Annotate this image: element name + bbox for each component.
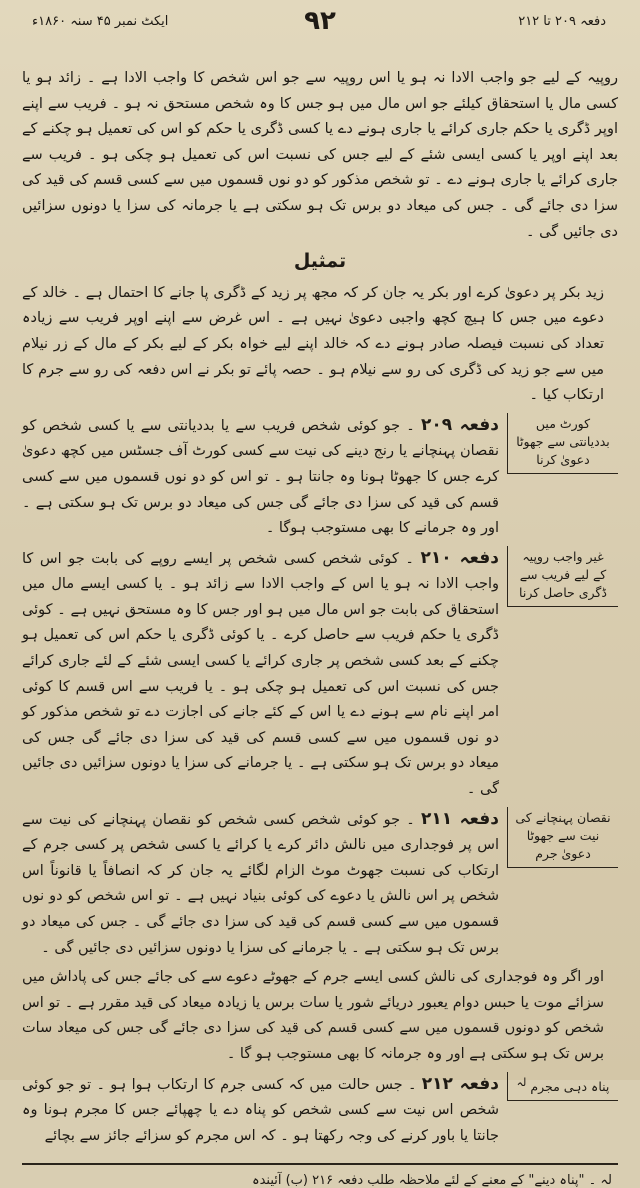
section-210-text: ۔ کوئی شخص کسی شخص پر ایسے روپے کی بابت جو اس کا واجب الادا نہ ہو یا اس کے واجب الادا سے زائد ہو ۔ یا کسی ایسے مال میں استحقاق کی بابت جو اس مال میں ہو اور جس کا وہ مستحق نہیں ہے ۔ کوئی ڈگری یا حکم فریب سے حاصل کرے ۔ یا کوئی ڈگری یا حکم اس کی تعمیل ہو چکنے کے بعد کسی شخص پر جاری کرائے یا کسی ایسی شئے کے لئے جاری کرائے جس کی نسبت اس کی تعمیل ہو چکی ہو ۔ یا فریب سے اس قسم کا کوئی امر اپنے نام سے ہونے دے یا اس کے کئے جانے کی اجازت دے تو شخص مذکور کو دو نوں قسموں میں سے کسی قسم کی قید کی سزا دی جائے گی جس کی میعاد دو برس تک ہو سکتی ہے ۔ یا جرمانے کی سزا یا دونوں سزائیں دی جائیں گی ۔ bbox=[22, 550, 499, 798]
header-section-range: دفعہ ۲۰۹ تا ۲۱۲ bbox=[518, 14, 606, 29]
footnote bbox=[22, 1173, 618, 1188]
section-209-sidenote: کورٹ میں بددیانتی سے جھوٹا دعویٰ کرنا bbox=[507, 413, 618, 474]
section-212-sidenote bbox=[507, 1072, 618, 1101]
section-212-body bbox=[22, 1072, 499, 1150]
page-header bbox=[22, 6, 618, 40]
section-210-sidenote: غیر واجب روپیہ کے لیے فریب سے ڈگری حاصل کرنا bbox=[507, 546, 618, 607]
section-210-body bbox=[22, 546, 499, 803]
page-number: ۹۲ bbox=[304, 6, 336, 36]
paragraph-section-208-text: روپیہ کے لیے جو واجب الادا نہ ہو یا اس روپیہ سے جو اس شخص کا واجب الادا ہے ۔ زائد ہو یا کسی مال یا استحقاق کیلئے جو اس مال میں ہو جس کا وہ شخص مستحق نہ ہو ۔ فریب سے اپنے اوپر ڈگری یا حکم جاری کرائے یا جاری ہونے دے یا کسی ڈگری یا حکم کو اس کی تعمیل ہو چکنے کے بعد اپنے اوپر یا کسی ایسی شئے کے لیے جس کی نسبت اس کی تعمیل ہو چکی ہو ۔ فریب سے جاری کرائے یا جاری ہونے دے ۔ تو شخص مذکور کو دو نوں قسموں میں سے کسی قسم کی قید کی سزا دی جائے گی ۔ جس کی میعاد دو برس تک ہو سکتی ہے یا جرمانہ کی سزا یا دونوں سزائیں دی جائیں گی ۔ bbox=[22, 70, 618, 240]
section-211-text: ۔ جو کوئی شخص کسی شخص کو نقصان پہنچانے کی نیت سے اس پر فوجداری میں نالش دائر کرے یا کرائے یا کسی شخص پر کسی جرم کے ارتکاب کی نسبت جھوٹ موٹ الزام لگائے یہ جان کر کہ انصافاً یا قانوناً اس شخص پر اس نالش یا دعوے کی کوئی بنیاد نہیں ہے ۔ تو اس شخص کو دو نوں قسموں میں سے کسی قسم کی قید کی سزا دی جائے گی ۔ جس کی میعاد دو برس تک ہو سکتی ہے ۔ یا جرمانے کی سزا یا دونوں سزائیں دی جائیں گی ۔ bbox=[22, 811, 499, 956]
section-209-body bbox=[22, 413, 499, 542]
section-212-sidenote-text: پناہ دہی مجرم bbox=[530, 1078, 610, 1094]
section-211-continuation: اور اگر وہ فوجداری کی نالش کسی ایسے جرم کے جھوٹے دعوے سے کی جائے جس کی پاداش میں سزائے موت یا حبس دوام یعبور دریائے شور یا سات برس یا زیادہ میعاد کی قید مقرر ہے ۔ تو اس شخص کو دونوں قسموں میں سے کسی قسم کی قید کی سزا دی جائے گی جس کی میعاد سات برس تک ہو سکتی ہے اور وہ جرمانہ کا بھی مستوجب ہو گا ۔ bbox=[22, 969, 604, 1062]
section-209-text: ۔ جو کوئی شخص فریب سے یا بددیانتی سے یا کسی شخص کو نقصان پہنچانے یا رنج دینے کی نیت سے کسی کورٹ آف جسٹس میں کچھ دعویٰ کرے جس کا جھوٹا ہونا وہ جانتا ہو ۔ تو اس کو دو نوں قسموں میں سے کسی قسم کی قید کی سزا دی جائے گی جس کی میعاد دو برس تک ہو سکتی ہے ۔ اور وہ جرمانے کا بھی مستوجب ہوگا ۔ bbox=[22, 417, 499, 537]
section-210-number: دفعہ ۲۱۰ bbox=[420, 547, 499, 568]
section-211-sidenote: نقصان پہنچانے کی نیت سے جھوٹا دعویٰ جرم bbox=[507, 807, 618, 868]
footnote-reference-mark: لہ bbox=[516, 1075, 527, 1089]
header-act-number: ایکٹ نمبر ۴۵ سنہ ۱۸۶۰ء bbox=[32, 14, 169, 29]
section-212 bbox=[22, 1072, 618, 1150]
section-212-number: دفعہ ۲۱۲ bbox=[421, 1073, 499, 1094]
footnote-mark: لہ bbox=[600, 1173, 612, 1188]
section-212-text: ۔ جس حالت میں کہ کسی جرم کا ارتکاب ہوا ہو ۔ تو جو کوئی شخص اس نیت سے کسی شخص کو پناہ دے یا چھپائے جس کا مجرم ہونا وہ جانتا یا باور کرنے کی وجہ رکھتا ہو ۔ کہ اس مجرم کو سزائے جائز سے بچائے bbox=[22, 1076, 499, 1144]
section-209 bbox=[22, 413, 618, 542]
section-211 bbox=[22, 807, 618, 962]
section-211-body bbox=[22, 807, 499, 962]
footnote-divider bbox=[22, 1163, 618, 1165]
section-210 bbox=[22, 546, 618, 803]
section-209-number: دفعہ ۲۰۹ bbox=[420, 414, 499, 435]
illustration-heading: تمثیل bbox=[293, 250, 347, 273]
footnote-text: ۔ "پناہ دینے" کے معنے کے لئے ملاحظہ طلب دفعہ ۲۱۶ (ب) آئیندہ bbox=[251, 1173, 597, 1188]
page-body bbox=[22, 66, 618, 1149]
illustration-text: زید بکر پر دعویٰ کرے اور بکر یہ جان کر کہ مجھ پر زید کے ڈگری پا جانے کا احتمال ہے ۔ خالد کے دعوے میں جس کا ہیچ کچھ واجبی دعویٰ نہیں ہے ۔ اس غرض سے اپنے اوپر فریب سے زیادہ تعداد کی نسبت فیصلہ صادر ہونے دے کہ خالد اپنے لیے خواہ بکر کے لیے بکر کے مال کے زر نیلام میں سے جو زید کی ڈگری کی رو سے نیلام ہو ۔ حصہ پائے تو بکر نے اس دفعہ کی رو سے جرم کا ارتکاب کیا ۔ bbox=[22, 284, 604, 404]
section-211-number: دفعہ ۲۱۱ bbox=[420, 808, 500, 829]
